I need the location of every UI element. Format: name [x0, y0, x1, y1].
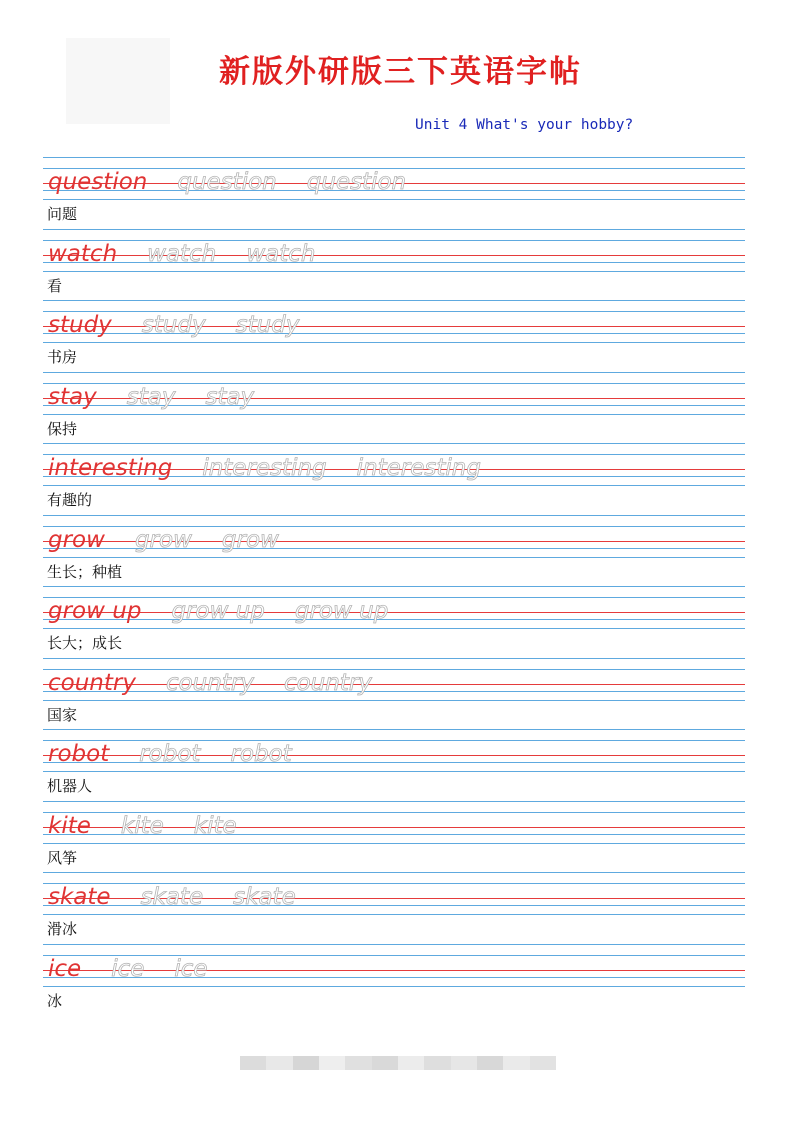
practice-words	[48, 157, 436, 197]
practice-words	[48, 944, 238, 984]
copybook-row	[0, 157, 793, 229]
trace-word: kite	[120, 812, 164, 839]
trace-word: grow up	[171, 598, 265, 624]
guide-line	[43, 843, 745, 844]
trace-word: watch	[147, 240, 217, 267]
trace-word: grow up	[294, 598, 389, 624]
trace-word: country	[165, 669, 254, 696]
practice-words	[48, 300, 329, 340]
vocab-word: watch	[48, 240, 118, 267]
trace-word: interesting	[202, 455, 327, 481]
vocab-word: interesting	[48, 455, 173, 481]
practice-words	[48, 658, 402, 698]
trace-word: ice	[174, 955, 208, 982]
copybook-row	[0, 443, 793, 515]
guide-line	[43, 986, 745, 987]
vocab-word: stay	[48, 383, 97, 410]
trace-word: grow	[221, 526, 279, 553]
trace-word: stay	[126, 383, 176, 410]
word-meaning: 书房	[47, 348, 78, 366]
vocab-word: robot	[48, 741, 110, 767]
guide-line	[43, 628, 745, 629]
unit-subtitle: Unit 4 What's your hobby?	[415, 117, 634, 133]
practice-words	[48, 372, 284, 412]
copybook-row	[0, 872, 793, 944]
word-meaning: 风筝	[47, 848, 78, 867]
practice-words	[48, 586, 418, 626]
guide-line	[43, 771, 745, 772]
trace-word: country	[283, 669, 372, 696]
practice-words	[48, 801, 267, 841]
guide-line	[43, 700, 745, 701]
vocab-word: study	[48, 312, 112, 338]
trace-word: watch	[246, 240, 316, 267]
copybook-row	[0, 515, 793, 587]
page-title: 新版外研版三下英语字帖	[219, 54, 582, 90]
guide-line	[43, 485, 745, 486]
trace-word: stay	[205, 383, 255, 410]
trace-word: kite	[193, 812, 237, 839]
copybook-row	[0, 586, 793, 658]
practice-words	[48, 443, 511, 483]
word-meaning: 生长；种植	[47, 562, 123, 581]
practice-words	[48, 872, 326, 912]
vocab-word: grow	[48, 526, 105, 553]
guide-line	[43, 414, 745, 415]
word-meaning: 长大；成长	[47, 634, 123, 652]
guide-line	[43, 271, 745, 272]
copybook-row	[0, 300, 793, 372]
copybook-row	[0, 729, 793, 801]
guide-line	[43, 199, 745, 200]
practice-words	[48, 515, 309, 555]
vocab-word: ice	[48, 955, 82, 982]
word-meaning: 国家	[47, 705, 78, 724]
trace-word: skate	[140, 884, 204, 910]
trace-word: ice	[111, 955, 145, 982]
vocab-word: country	[48, 669, 136, 696]
trace-word: question	[306, 169, 407, 195]
word-meaning: 问题	[47, 205, 78, 223]
guide-line	[43, 342, 745, 343]
word-meaning: 冰	[47, 991, 63, 1010]
word-meaning: 机器人	[47, 777, 93, 795]
vocab-word: grow up	[48, 598, 142, 624]
word-meaning: 滑冰	[47, 920, 78, 938]
copybook-row	[0, 229, 793, 301]
word-meaning: 看	[47, 276, 63, 295]
trace-word: study	[141, 312, 206, 338]
trace-word: question	[177, 169, 277, 195]
word-meaning: 保持	[47, 419, 78, 438]
trace-word: robot	[230, 741, 292, 767]
guide-line	[43, 557, 745, 558]
copybook-row	[0, 944, 793, 1016]
trace-word: robot	[139, 741, 201, 767]
copybook-row	[0, 658, 793, 730]
practice-words	[48, 229, 345, 269]
practice-words	[48, 729, 322, 769]
vocab-word: kite	[48, 812, 91, 839]
vocab-word: skate	[48, 884, 111, 910]
trace-word: skate	[233, 884, 296, 910]
footer-watermark	[240, 1056, 556, 1070]
trace-word: interesting	[356, 455, 481, 481]
copybook-row	[0, 372, 793, 444]
trace-word: study	[235, 312, 300, 338]
trace-word: grow	[134, 526, 192, 553]
copybook-row	[0, 801, 793, 873]
word-meaning: 有趣的	[47, 491, 93, 509]
guide-line	[43, 914, 745, 915]
vocab-word: question	[48, 169, 148, 195]
